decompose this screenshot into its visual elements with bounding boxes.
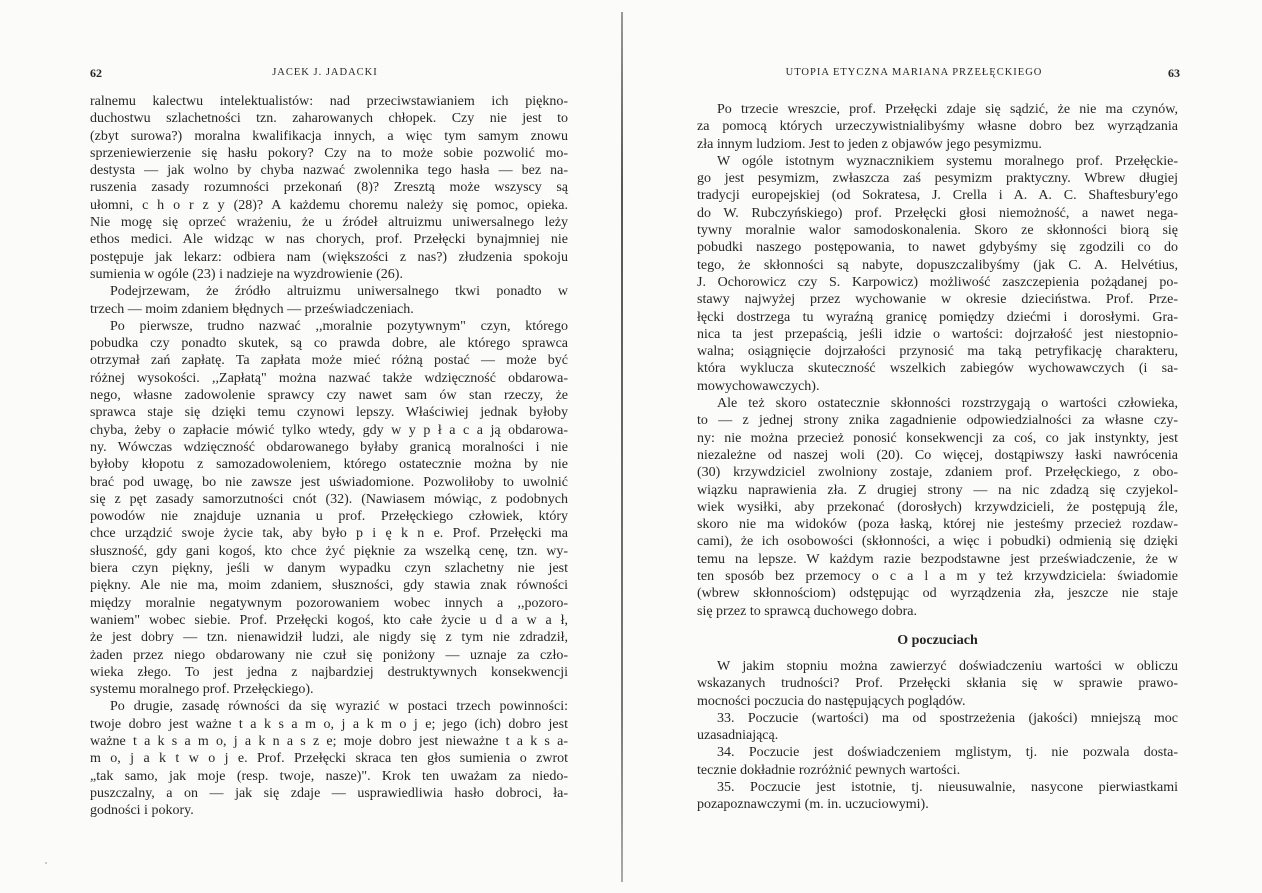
text-line: pozapoznawczymi (m. in. uczuciowymi).	[697, 797, 929, 813]
paragraph	[697, 395, 1178, 620]
text-line: 33. Poczucie (wartości) ma od spostrzeżenia (jakości) mniejszą moc	[717, 710, 1178, 726]
page-body	[697, 101, 1178, 620]
text-line: (zbyt surowa?) moralna kwalifikacja innych, a więc tym samym znowu	[90, 128, 568, 144]
section-heading: O poczuciach	[897, 633, 978, 648]
page-number: 63	[1168, 66, 1180, 80]
text-line: tego, że skłonności są nabyte, dopuszczalibyśmy (jak C. A. Helvétius,	[697, 257, 1178, 273]
text-line: skoro nie ma widoków (poza łaską, której nie jesteśmy przecież rozdaw-	[697, 517, 1178, 533]
text-line: różnej wysokości. ,,Zapłatą" można nazwać także wdzięczność obdarowa-	[90, 370, 568, 386]
text-line: duchostwu szlachetności tzn. zaharowanych chłopek. Czy nie jest to	[90, 111, 568, 127]
paragraph	[697, 710, 1178, 745]
left-page	[0, 0, 622, 893]
text-line: W jakim stopniu można zawierzyć doświadczeniu wartości w obliczu	[717, 659, 1178, 674]
text-line: (wbrew skłonnościom) odstępując od wyrządzenia zła, jeszcze nie staje	[697, 586, 1178, 602]
text-line: 34. Poczucie jest doświadczeniem mglistym, tj. nie pozwala dosta-	[717, 745, 1178, 761]
text-line: ralnemu kalectwu intelektualistów: nad przeciwstawianiem ich piękno-	[90, 94, 568, 109]
paragraph	[697, 658, 1178, 710]
text-line: nego, własne zadowolenie sprawcy czy nawet sam ów stan rzeczy, że	[90, 388, 568, 404]
paragraph	[697, 744, 1178, 779]
text-line: sprzeniewierzenie się hasłu pokory? Czy na to może sobie pozwolić mo-	[90, 145, 568, 161]
text-line: systemu moralnego prof. Przełęckiego).	[90, 682, 314, 698]
text-line: ten sposób bez przemocy o c a l a m y też krzywdziciela: świadomie	[697, 569, 1178, 585]
text-line: postępuje jak lekarz: odbiera nam (większości z nas?) złudzenia spokoju	[90, 249, 568, 265]
text-line: pobudki naszego postępowania, to nawet gdybyśmy się zgodzili co do	[697, 240, 1178, 256]
text-line: to — z jednej strony znika zagadnienie odpowiedzialności za własne czy-	[697, 413, 1178, 429]
text-line: (30) krzywdziciel zwolniony zostaje, zdaniem prof. Przełęckiego, z obo-	[697, 465, 1178, 481]
text-line: niezależne od naszej woli (20). Co więcej, dostąpiwszy łaski nawrócenia	[697, 447, 1178, 463]
text-line: Podejrzewam, że źródło altruizmu uniwersalnego tkwi ponadto w	[110, 284, 568, 300]
text-line: Po pierwsze, trudno nazwać ,,moralnie pozytywnym" czyn, którego	[110, 318, 568, 334]
text-line: zła innym ludziom. Jest to jeden z objawów jego pesymizmu.	[697, 136, 1042, 152]
text-line: tecznie dokładnie rozróżnić pewnych wartości.	[697, 762, 961, 778]
text-line: za pomocą których urzeczywistnialibyśmy własne dobro bez wyrządzania	[697, 119, 1178, 135]
text-line: sumienia w ogóle (23) i nadzieje na wyzdrowienie (26).	[90, 266, 403, 282]
text-line: „tak samo, jak moje (resp. twoje, nasze)". Krok ten uważam za niedo-	[90, 768, 568, 784]
text-line: się z pęt zasady samorzutności cnót (32). (Nawiasem mówiąc, z podobnych	[90, 491, 568, 507]
text-line: stawy najwyżej przez wychowanie w okresie dzieciństwa. Prof. Prze-	[697, 292, 1178, 308]
right-page	[624, 0, 1262, 893]
text-line: ważne t a k s a m o, j a k n a s z e; moje dobro jest nieważne t a k s a-	[90, 733, 568, 749]
text-line: chce urządzić swoje życie tak, aby było p i ę k n e. Prof. Przełęcki ma	[90, 526, 568, 542]
text-line: między moralnie negatywnym pozorowaniem wobec innych a ,,pozoro-	[90, 595, 568, 611]
paragraph	[697, 101, 1178, 153]
paragraph	[697, 153, 1178, 395]
text-line: Ale też skoro ostatecznie skłonności rozstrzygają o wartości człowieka,	[717, 396, 1178, 412]
text-line: wskazanych trudności? Prof. Przełęcki skłania się w sprawie prawo-	[697, 676, 1178, 692]
running-head: JACEK J. JADACKI	[272, 67, 378, 78]
text-line: walna; osiągnięcie dojrzałości przynosić ma taką petryfikację charakteru,	[697, 344, 1178, 360]
text-line: trzech — moim zdaniem błędnych — przeświadczeniach.	[90, 301, 414, 317]
paragraph	[90, 93, 568, 283]
text-line: żaden przez niego obdarowany nie czuł się poniżony — uznaje za czło-	[90, 647, 568, 663]
text-line: chyba, żeby o zapłacie mówić tylko wtedy, gdy w y p ł a c a ją obdarowa-	[90, 422, 568, 438]
text-line: Po drugie, zasadę równości da się wyrazić w postaci trzech powinności:	[110, 699, 568, 715]
paragraph	[697, 779, 1178, 814]
text-line: mocności poczucia do następujących poglądów.	[697, 693, 966, 709]
text-line: temu na lepsze. W każdym razie bezpodstawne jest przeświadczenie, że w	[697, 551, 1178, 567]
text-line: mowychowawczych).	[697, 378, 820, 394]
text-line: powodów nie znajduje uznania u prof. Przełęckiego człowiek, który	[90, 509, 568, 525]
text-line: która wyklucza skuteczność wszelkich zabiegów wychowawczych (i sa-	[697, 361, 1178, 377]
text-line: destysta — jak wolno by chyba nazwać zwolennika tego hasła — bez na-	[90, 163, 568, 179]
text-line: wiek wysiłki, aby przekonać (dorosłych) krzywdzicieli, że postępują źle,	[697, 499, 1178, 515]
paragraph	[90, 283, 568, 318]
text-line: biera czyn piękny, jeśli w danym wypadku czyn szlachetny nie jest	[90, 561, 568, 577]
text-line: nica ta jest przepaścią, jeśli idzie o wartości: dojrzałość jest niestopnio-	[697, 326, 1178, 342]
book-gutter	[621, 12, 623, 882]
text-line: ruszenia zasady rozumności przekonań (8)? Zresztą może wszyscy są	[90, 180, 568, 196]
text-line: ułomni, c h o r z y (28)? A każdemu choremu należy się pomoc, opieka.	[90, 197, 568, 213]
text-line: otrzymał zań zapłatę. Ta zapłata może mieć różną postać — może być	[90, 353, 568, 369]
text-line: łęcki dostrzega tu wyraźną granicę pomiędzy dziećmi i dorosłymi. Gra-	[697, 309, 1178, 325]
text-line: brać pod uwagę, bo nie zawsze jest uświadomione. Pozwoliłoby to uwolnić	[90, 474, 568, 490]
text-line: do W. Rubczyńskiego) prof. Przełęcki głosi niemożność, a nawet nega-	[697, 205, 1178, 221]
scan-speck	[45, 862, 47, 864]
text-line: ethos medici. Ale widząc w nas chorych, prof. Przełęcki bynajmniej nie	[90, 232, 568, 248]
text-line: piękny. Ale nie ma, moim zdaniem, słuszności, gdy stawia znak równości	[90, 578, 568, 594]
text-line: twoje dobro jest ważne t a k s a m o, j a k m o j e; jego (ich) dobro jest	[90, 716, 568, 732]
paragraph	[90, 318, 568, 699]
text-line: pobudka czy ponadto skutek, są co prawda dobre, ale którego sprawca	[90, 336, 568, 352]
section-body	[697, 658, 1178, 814]
text-line: tywny moralnie walor samodoskonalenia. Skoro ze skłonności biorą się	[697, 223, 1178, 239]
text-line: ny: nie można przecież ponosić konsekwencji za coś, co jak instynkty, jest	[697, 430, 1178, 446]
text-line: go jest pesymizm, zwłaszcza zaś pesymizm praktyczny. Wbrew długiej	[697, 171, 1178, 187]
text-line: 35. Poczucie jest istotnie, tj. nieusuwalnie, nasycone pierwiastkami	[717, 780, 1178, 796]
text-line: sprawca staje się dzięki temu czynowi lepszy. Właściwiej jednak byłoby	[90, 405, 568, 421]
text-line: cami), że ich osobowości (skłonności, a więc i pobudki) odmienią się dzięki	[697, 534, 1178, 550]
text-line: waniem" wobec siebie. Prof. Przełęcki kogoś, kto całe życie u d a w a ł,	[90, 612, 568, 628]
text-line: wieka złego. To jest jedna z najbardziej destruktywnych konsekwencji	[90, 664, 568, 680]
text-line: J. Ochorowicz czy S. Karpowicz) możliwość zaszczepienia pożądanej po-	[697, 274, 1178, 290]
text-line: wiązku naprawienia zła. Z drugiej strony — na nic zdadzą się czyjekol-	[697, 482, 1178, 498]
text-line: słuszność, gdy gani kogoś, kto chce żyć pięknie za wszelką cenę, tzn. wy-	[90, 543, 568, 559]
text-line: uzasadniającą.	[697, 728, 779, 744]
page-body	[90, 93, 568, 819]
text-line: W ogóle istotnym wyznacznikiem systemu moralnego prof. Przełęckie-	[717, 153, 1178, 169]
text-line: m o, j a k t w o j e. Prof. Przełęcki skraca ten głos sumienia o zwrot	[90, 751, 568, 767]
text-line: się przez to sprawcą duchowego dobra.	[697, 603, 918, 619]
text-line: tradycji europejskiej (od Sokratesa, J. Crella i A. A. C. Shaftesbury'ego	[697, 188, 1178, 204]
text-line: ny. Wówczas wdzięczność obdarowanego byłaby granicą moralności i nie	[90, 439, 568, 455]
paragraph	[90, 698, 568, 819]
text-line: byłoby kłopotu z samozadowoleniem, którego ostatecznie można by nie	[90, 457, 568, 473]
text-line: że jest dobry — tzn. nienawidził ludzi, ale nigdy się z tym nie zdradził,	[90, 630, 568, 646]
text-line: godności i pokory.	[90, 803, 194, 819]
text-line: Po trzecie wreszcie, prof. Przełęcki zdaje się sądzić, że nie ma czynów,	[717, 102, 1178, 117]
text-line: puszczalny, a on — jak się zdaje — usprawiedliwia hasło dobroci, ła-	[90, 785, 568, 801]
page-number: 62	[90, 66, 102, 80]
text-line: Nie mogę się oprzeć wrażeniu, że u źródeł altruizmu uniwersalnego leży	[90, 215, 568, 231]
running-head: UTOPIA ETYCZNA MARIANA PRZEŁĘCKIEGO	[785, 67, 1043, 78]
